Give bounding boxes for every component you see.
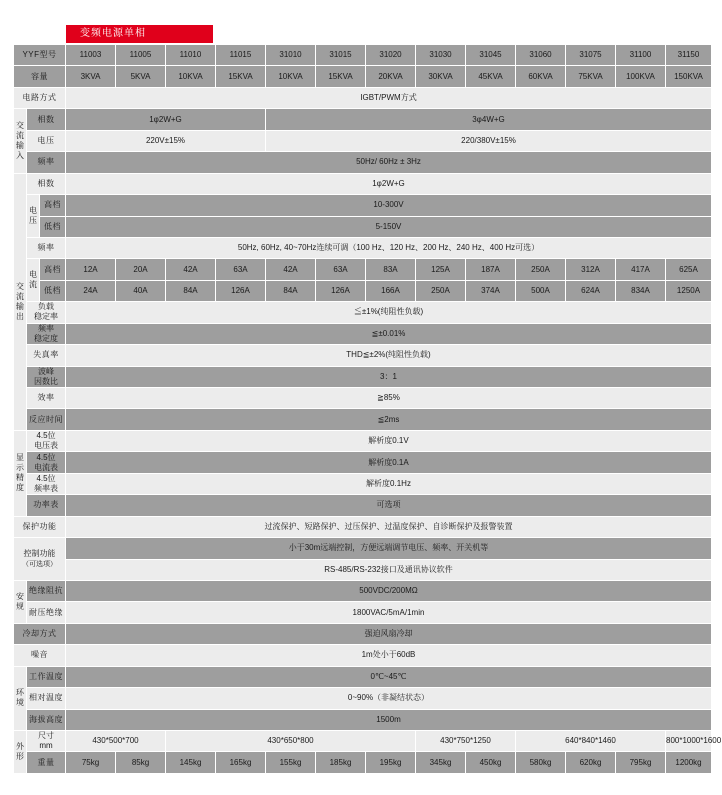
input-phases-single: 1φ2W+G — [66, 109, 266, 130]
size-cell: 800*1000*1600 — [666, 731, 712, 752]
voltmeter-value: 解析度0.1V — [66, 430, 712, 451]
model-cell: 31015 — [316, 45, 366, 66]
current-low-cell: 1250A — [666, 280, 712, 301]
model-cell: 11010 — [166, 45, 216, 66]
temperature-label: 工作温度 — [27, 666, 66, 687]
model-cell: 31020 — [366, 45, 416, 66]
wattmeter-value: 可选项 — [66, 495, 712, 516]
output-current-low-row — [14, 280, 712, 301]
model-cell: 11015 — [216, 45, 266, 66]
noise-row — [14, 645, 712, 666]
output-voltage-low-value: 5-150V — [66, 216, 712, 237]
output-frequency-value: 50Hz, 60Hz, 40~70Hz连续可调（100 Hz、120 Hz、200 Hz、240 Hz、400 Hz可选） — [66, 237, 712, 258]
output-current-high-row — [14, 259, 712, 280]
model-cell: 31075 — [566, 45, 616, 66]
weight-row — [14, 752, 712, 774]
capacity-cell: 45KVA — [466, 66, 516, 87]
document-title: 变频电源单相 — [80, 28, 146, 39]
weight-cell: 580kg — [516, 752, 566, 774]
output-voltage-high-value: 10-300V — [66, 195, 712, 216]
weight-cell: 145kg — [166, 752, 216, 774]
capacity-cell: 5KVA — [116, 66, 166, 87]
control-interface-value: RS-485/RS-232接口及通讯协议软件 — [66, 559, 712, 580]
spec-table — [13, 44, 722, 774]
weight-cell: 1200kg — [666, 752, 712, 774]
protection-label: 保护功能 — [14, 516, 66, 537]
distortion-row — [14, 345, 712, 366]
model-cell: 31030 — [416, 45, 466, 66]
input-phases-three: 3φ4W+G — [266, 109, 712, 130]
protection-row — [14, 516, 712, 537]
response-time-row — [14, 409, 712, 430]
capacity-cell: 100KVA — [616, 66, 666, 87]
weight-cell: 450kg — [466, 752, 516, 774]
ac-output-group-label: 交流输出 — [14, 173, 27, 430]
capacity-cell: 150KVA — [666, 66, 712, 87]
size-cell: 430*750*1250 — [416, 731, 516, 752]
cooling-label: 冷却方式 — [14, 623, 66, 644]
ammeter-value: 解析度0.1A — [66, 452, 712, 473]
noise-value: 1m处小于60dB — [66, 645, 712, 666]
capacity-cell: 15KVA — [316, 66, 366, 87]
weight-cell: 795kg — [616, 752, 666, 774]
weight-cell: 345kg — [416, 752, 466, 774]
altitude-row — [14, 709, 712, 730]
humidity-label: 相对温度 — [27, 688, 66, 709]
current-low-cell: 624A — [566, 280, 616, 301]
capacity-cell: 20KVA — [366, 66, 416, 87]
capacity-cell: 75KVA — [566, 66, 616, 87]
current-low-cell: 40A — [116, 280, 166, 301]
capacity-cell: 15KVA — [216, 66, 266, 87]
output-frequency-row — [14, 237, 712, 258]
circuit-label: 电路方式 — [14, 87, 66, 108]
insulation-value: 500VDC/200MΩ — [66, 580, 712, 601]
model-cell: 11003 — [66, 45, 116, 66]
dimensions-group-label: 外形 — [14, 731, 27, 774]
weight-cell: 155kg — [266, 752, 316, 774]
model-label: YYF型号 — [14, 45, 66, 66]
capacity-cell: 10KVA — [166, 66, 216, 87]
withstand-label: 耐压绝缘 — [27, 602, 66, 623]
size-row — [14, 731, 712, 752]
current-low-cell: 126A — [216, 280, 266, 301]
load-regulation-value: ≦±1%(纯阻性负载) — [66, 302, 712, 323]
current-low-cell: 500A — [516, 280, 566, 301]
input-voltage-label: 电压 — [27, 130, 66, 151]
ac-input-group-label: 交流输入 — [14, 109, 27, 173]
frequency-meter-value: 解析度0.1Hz — [66, 473, 712, 494]
current-high-cell: 63A — [316, 259, 366, 280]
response-time-label: 反应时间 — [27, 409, 66, 430]
current-low-cell: 84A — [266, 280, 316, 301]
ammeter-row — [14, 452, 712, 473]
weight-cell: 185kg — [316, 752, 366, 774]
efficiency-label: 效率 — [27, 388, 66, 409]
display-group-label: 显示精度 — [14, 430, 27, 516]
model-row — [14, 45, 712, 66]
current-high-cell: 187A — [466, 259, 516, 280]
circuit-row — [14, 87, 712, 108]
cooling-value: 强迫风扇冷却 — [66, 623, 712, 644]
model-cell: 31010 — [266, 45, 316, 66]
distortion-value: THD≦±2%(纯阻性负载) — [66, 345, 712, 366]
environment-group-label: 环境 — [14, 666, 27, 730]
noise-label: 噪音 — [14, 645, 66, 666]
output-current-label: 电流 — [27, 259, 40, 302]
safety-group-label: 安规 — [14, 580, 27, 623]
output-phases-label: 相数 — [27, 173, 66, 194]
capacity-cell: 3KVA — [66, 66, 116, 87]
output-voltage-low-row — [14, 216, 712, 237]
ammeter-label: 4.5位 电流表 — [27, 452, 66, 473]
current-low-cell: 250A — [416, 280, 466, 301]
model-cell: 31150 — [666, 45, 712, 66]
current-low-cell: 166A — [366, 280, 416, 301]
current-high-cell: 250A — [516, 259, 566, 280]
weight-cell: 620kg — [566, 752, 616, 774]
output-voltage-high-label: 高档 — [40, 195, 66, 216]
title-banner — [66, 25, 213, 43]
output-phases-value: 1φ2W+G — [66, 173, 712, 194]
withstand-row — [14, 602, 712, 623]
input-voltage-row — [14, 130, 712, 151]
current-high-cell: 42A — [266, 259, 316, 280]
model-cell: 31100 — [616, 45, 666, 66]
size-label: 尺寸 mm — [27, 731, 66, 752]
weight-cell: 75kg — [66, 752, 116, 774]
current-low-cell: 126A — [316, 280, 366, 301]
input-frequency-label: 频率 — [27, 152, 66, 173]
current-high-cell: 42A — [166, 259, 216, 280]
altitude-label: 海拔高度 — [27, 709, 66, 730]
frequency-meter-label: 4.5位 频率表 — [27, 473, 66, 494]
current-high-cell: 417A — [616, 259, 666, 280]
current-high-cell: 63A — [216, 259, 266, 280]
output-phases-row — [14, 173, 712, 194]
control-remote-value: 小于30m远端控制，方便远端调节电压、频率、开关机等 — [66, 538, 712, 559]
insulation-row — [14, 580, 712, 601]
weight-label: 重量 — [27, 752, 66, 774]
protection-value: 过流保护、短路保护、过压保护、过温度保护、自诊断保护及报警装置 — [66, 516, 712, 537]
humidity-value: 0~90%（非凝结状态） — [66, 688, 712, 709]
output-current-high-label: 高档 — [40, 259, 66, 280]
input-frequency-row — [14, 152, 712, 173]
frequency-stability-label: 频率 稳定度 — [27, 323, 66, 344]
control-label: 控制功能 （可选项） — [14, 538, 66, 581]
current-high-cell: 125A — [416, 259, 466, 280]
output-voltage-label: 电压 — [27, 195, 40, 238]
current-high-cell: 625A — [666, 259, 712, 280]
altitude-value: 1500m — [66, 709, 712, 730]
size-cell: 640*840*1460 — [516, 731, 666, 752]
current-low-cell: 374A — [466, 280, 516, 301]
crest-factor-row — [14, 366, 712, 387]
capacity-cell: 30KVA — [416, 66, 466, 87]
current-low-cell: 24A — [66, 280, 116, 301]
output-frequency-label: 频率 — [27, 237, 66, 258]
control-interface-row — [14, 559, 712, 580]
wattmeter-label: 功率表 — [27, 495, 66, 516]
load-regulation-row — [14, 302, 712, 323]
current-low-cell: 834A — [616, 280, 666, 301]
current-high-cell: 312A — [566, 259, 616, 280]
input-voltage-three: 220/380V±15% — [266, 130, 712, 151]
weight-cell: 195kg — [366, 752, 416, 774]
efficiency-row — [14, 388, 712, 409]
weight-cell: 85kg — [116, 752, 166, 774]
humidity-row — [14, 688, 712, 709]
capacity-cell: 10KVA — [266, 66, 316, 87]
distortion-label: 失真率 — [27, 345, 66, 366]
circuit-value: IGBT/PWM方式 — [66, 87, 712, 108]
capacity-cell: 60KVA — [516, 66, 566, 87]
insulation-label: 绝缘阻抗 — [27, 580, 66, 601]
control-row — [14, 538, 712, 559]
size-cell: 430*650*800 — [166, 731, 416, 752]
frequency-stability-value: ≦±0.01% — [66, 323, 712, 344]
current-high-cell: 20A — [116, 259, 166, 280]
current-low-cell: 84A — [166, 280, 216, 301]
capacity-label: 容量 — [14, 66, 66, 87]
output-voltage-low-label: 低档 — [40, 216, 66, 237]
current-high-cell: 83A — [366, 259, 416, 280]
size-cell: 430*500*700 — [66, 731, 166, 752]
cooling-row — [14, 623, 712, 644]
voltmeter-row — [14, 430, 712, 451]
frequency-meter-row — [14, 473, 712, 494]
crest-factor-label: 波峰 因数比 — [27, 366, 66, 387]
temperature-row — [14, 666, 712, 687]
model-cell: 11005 — [116, 45, 166, 66]
efficiency-value: ≧85% — [66, 388, 712, 409]
output-current-low-label: 低档 — [40, 280, 66, 301]
load-regulation-label: 负载 稳定率 — [27, 302, 66, 323]
crest-factor-value: 3：1 — [66, 366, 712, 387]
frequency-stability-row — [14, 323, 712, 344]
input-voltage-single: 220V±15% — [66, 130, 266, 151]
weight-cell: 165kg — [216, 752, 266, 774]
temperature-value: 0℃~45℃ — [66, 666, 712, 687]
model-cell: 31045 — [466, 45, 516, 66]
input-phases-row — [14, 109, 712, 130]
voltmeter-label: 4.5位 电压表 — [27, 430, 66, 451]
capacity-row — [14, 66, 712, 87]
response-time-value: ≦2ms — [66, 409, 712, 430]
input-frequency-value: 50Hz/ 60Hz ± 3Hz — [66, 152, 712, 173]
model-cell: 31060 — [516, 45, 566, 66]
wattmeter-row — [14, 495, 712, 516]
output-voltage-high-row — [14, 195, 712, 216]
current-high-cell: 12A — [66, 259, 116, 280]
input-phases-label: 相数 — [27, 109, 66, 130]
withstand-value: 1800VAC/5mA/1min — [66, 602, 712, 623]
